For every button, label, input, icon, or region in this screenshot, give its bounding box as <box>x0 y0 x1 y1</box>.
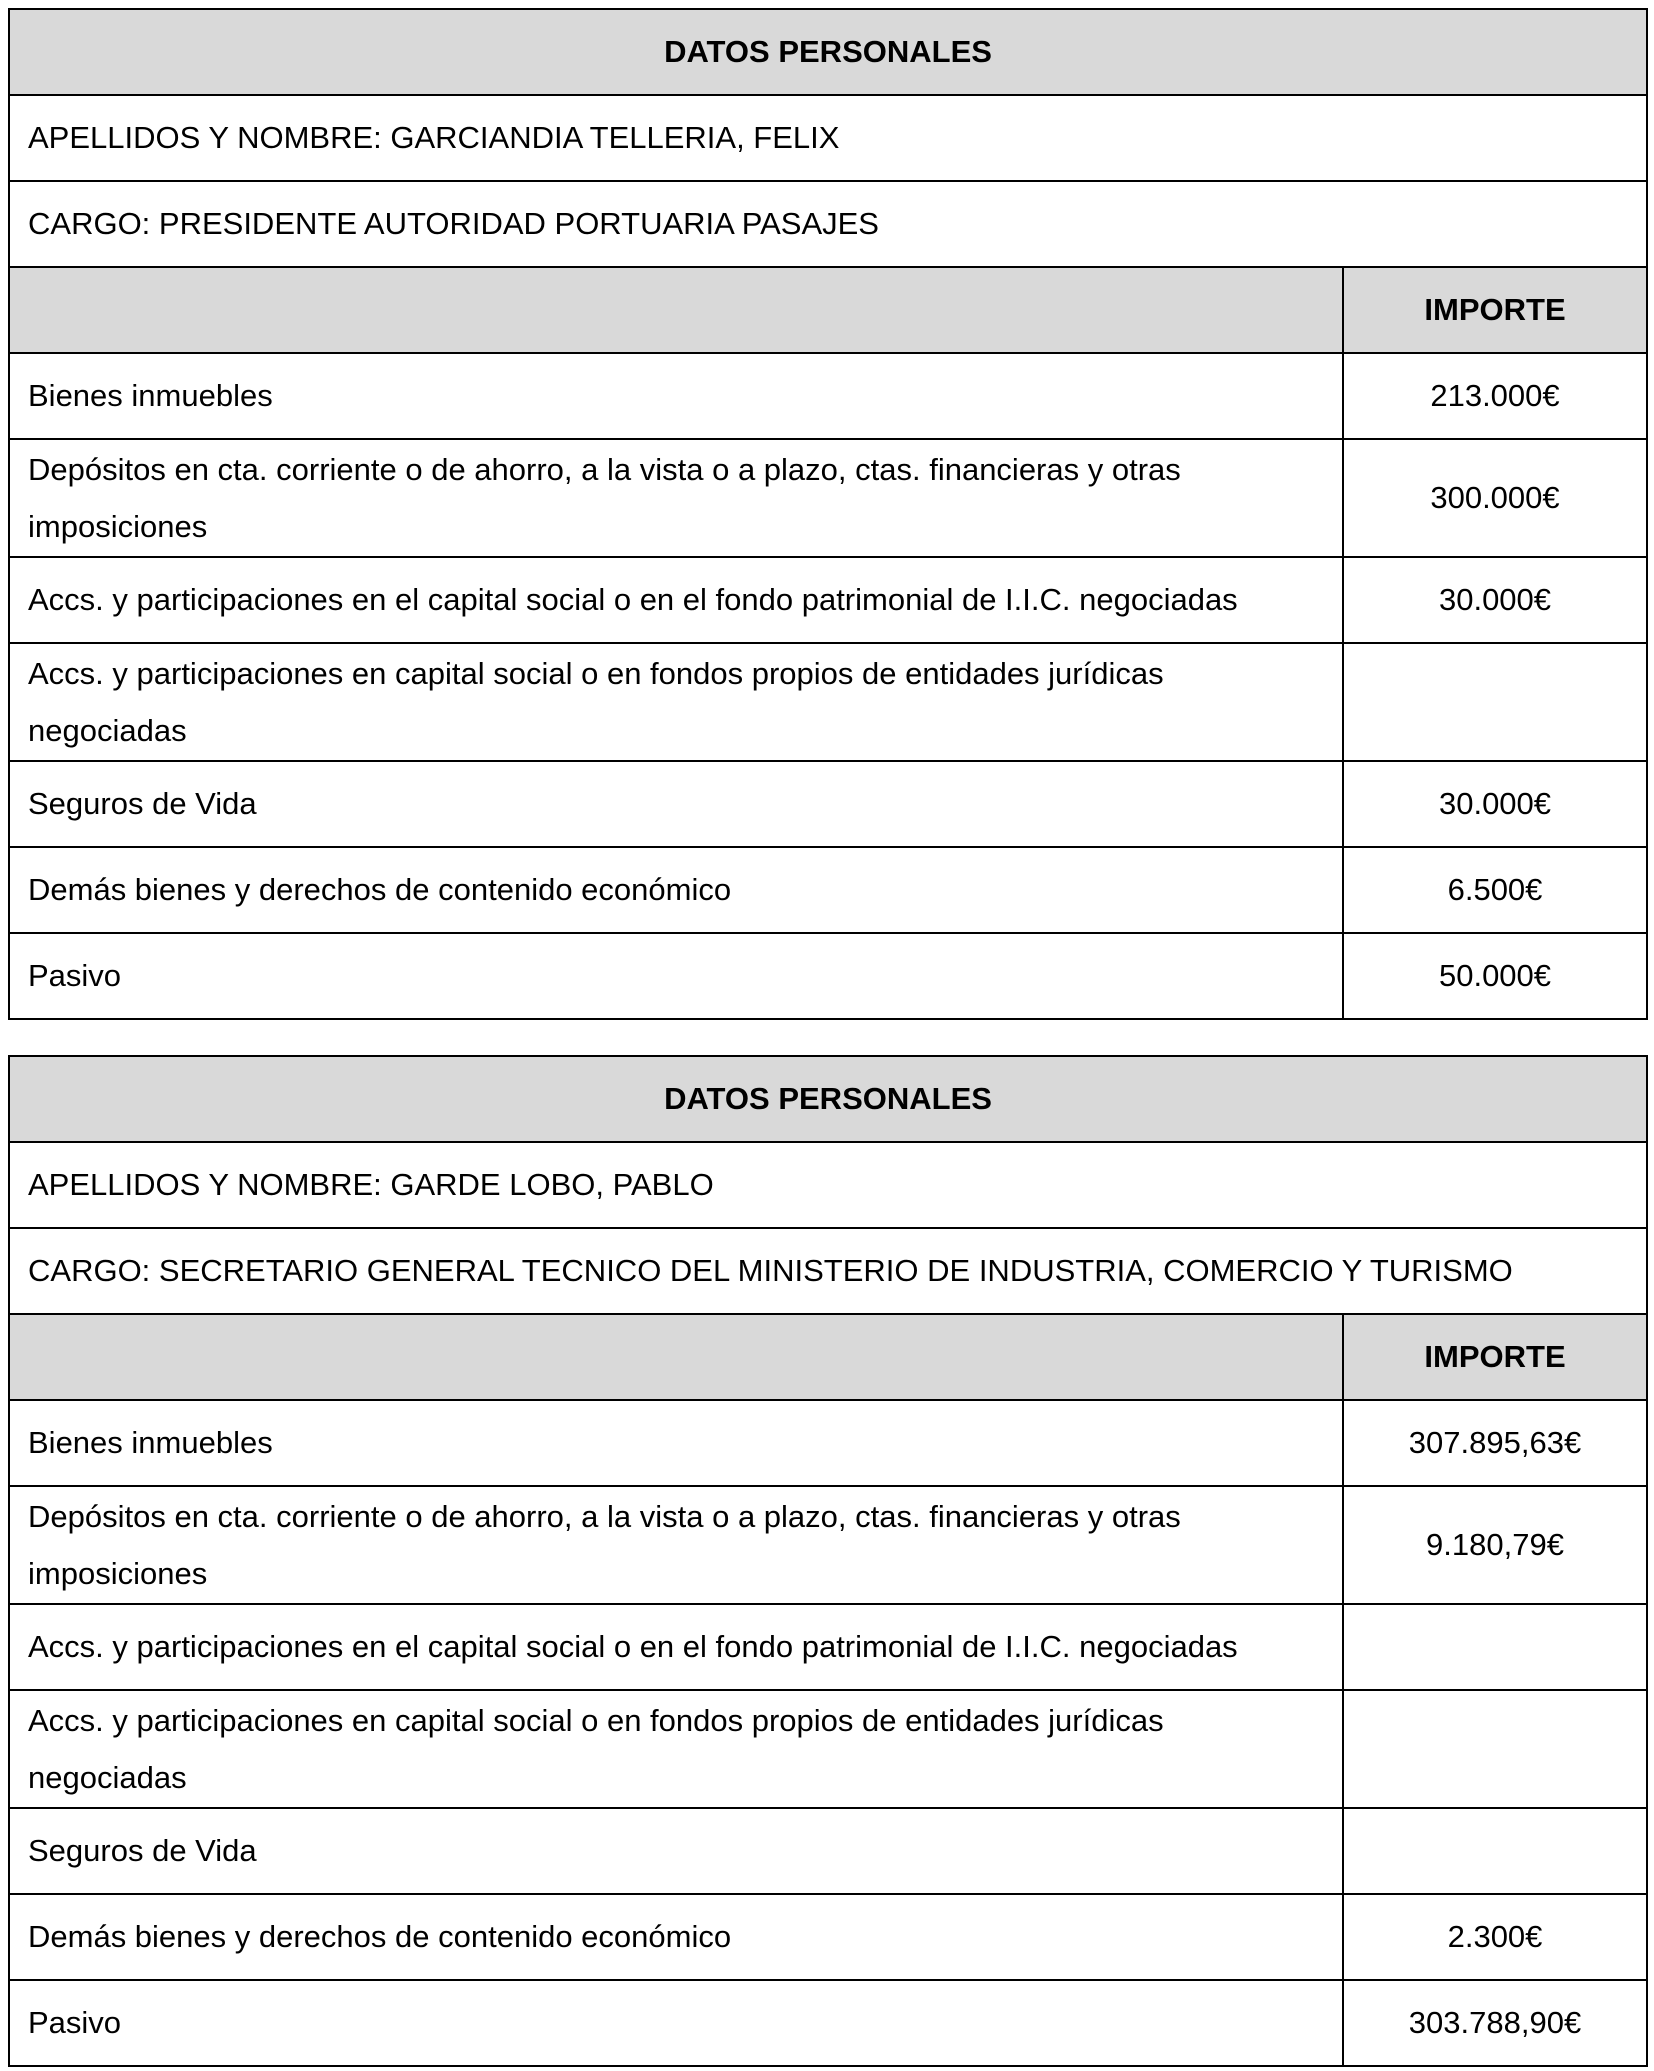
row-label: Depósitos en cta. corriente o de ahorro, a la vista o a plazo, ctas. financieras y otras imposiciones <box>9 439 1343 557</box>
declaration-table <box>8 8 1648 1020</box>
column-header-concept <box>9 1314 1343 1400</box>
table-row <box>9 1314 1647 1400</box>
row-label: Depósitos en cta. corriente o de ahorro, a la vista o a plazo, ctas. financieras y otras imposiciones <box>9 1486 1343 1604</box>
row-label: Accs. y participaciones en capital social o en fondos propios de entidades jurídicas negociadas <box>9 1690 1343 1808</box>
name-line: APELLIDOS Y NOMBRE: GARCIANDIA TELLERIA, FELIX <box>9 95 1647 181</box>
table-row <box>9 557 1647 643</box>
table-row <box>9 1228 1647 1314</box>
cargo-line: CARGO: PRESIDENTE AUTORIDAD PORTUARIA PASAJES <box>9 181 1647 267</box>
row-amount: 2.300€ <box>1343 1894 1647 1980</box>
row-label: Accs. y participaciones en el capital social o en el fondo patrimonial de I.I.C. negociadas <box>9 1604 1343 1690</box>
row-amount <box>1343 643 1647 761</box>
row-amount: 300.000€ <box>1343 439 1647 557</box>
table-row <box>9 95 1647 181</box>
column-header-amount: IMPORTE <box>1343 1314 1647 1400</box>
row-label: Seguros de Vida <box>9 1808 1343 1894</box>
table-row <box>9 439 1647 557</box>
table-row <box>9 1808 1647 1894</box>
row-label: Demás bienes y derechos de contenido económico <box>9 1894 1343 1980</box>
row-amount: 303.788,90€ <box>1343 1980 1647 2066</box>
column-header-concept <box>9 267 1343 353</box>
table-row <box>9 1604 1647 1690</box>
section-header: DATOS PERSONALES <box>9 9 1647 95</box>
table-row <box>9 1690 1647 1808</box>
row-amount <box>1343 1690 1647 1808</box>
name-line: APELLIDOS Y NOMBRE: GARDE LOBO, PABLO <box>9 1142 1647 1228</box>
row-amount: 50.000€ <box>1343 933 1647 1019</box>
column-header-amount: IMPORTE <box>1343 267 1647 353</box>
table-row <box>9 1400 1647 1486</box>
row-label: Accs. y participaciones en capital social o en fondos propios de entidades jurídicas negociadas <box>9 643 1343 761</box>
declaration-table <box>8 1055 1648 2067</box>
row-amount: 213.000€ <box>1343 353 1647 439</box>
row-label: Pasivo <box>9 1980 1343 2066</box>
row-amount: 6.500€ <box>1343 847 1647 933</box>
section-header: DATOS PERSONALES <box>9 1056 1647 1142</box>
row-amount <box>1343 1604 1647 1690</box>
table-row <box>9 1980 1647 2066</box>
row-amount: 30.000€ <box>1343 557 1647 643</box>
row-amount: 30.000€ <box>1343 761 1647 847</box>
row-amount: 9.180,79€ <box>1343 1486 1647 1604</box>
row-amount: 307.895,63€ <box>1343 1400 1647 1486</box>
table-row <box>9 353 1647 439</box>
table-row <box>9 847 1647 933</box>
row-label: Seguros de Vida <box>9 761 1343 847</box>
table-row <box>9 933 1647 1019</box>
row-label: Bienes inmuebles <box>9 1400 1343 1486</box>
row-label: Accs. y participaciones en el capital social o en el fondo patrimonial de I.I.C. negociadas <box>9 557 1343 643</box>
row-label: Demás bienes y derechos de contenido económico <box>9 847 1343 933</box>
table-row <box>9 267 1647 353</box>
table-row <box>9 1056 1647 1142</box>
table-row <box>9 1486 1647 1604</box>
row-label: Bienes inmuebles <box>9 353 1343 439</box>
table-row <box>9 1142 1647 1228</box>
row-amount <box>1343 1808 1647 1894</box>
cargo-line: CARGO: SECRETARIO GENERAL TECNICO DEL MINISTERIO DE INDUSTRIA, COMERCIO Y TURISMO <box>9 1228 1647 1314</box>
row-label: Pasivo <box>9 933 1343 1019</box>
table-row <box>9 9 1647 95</box>
table-row <box>9 761 1647 847</box>
table-row <box>9 1894 1647 1980</box>
table-row <box>9 181 1647 267</box>
table-row <box>9 643 1647 761</box>
